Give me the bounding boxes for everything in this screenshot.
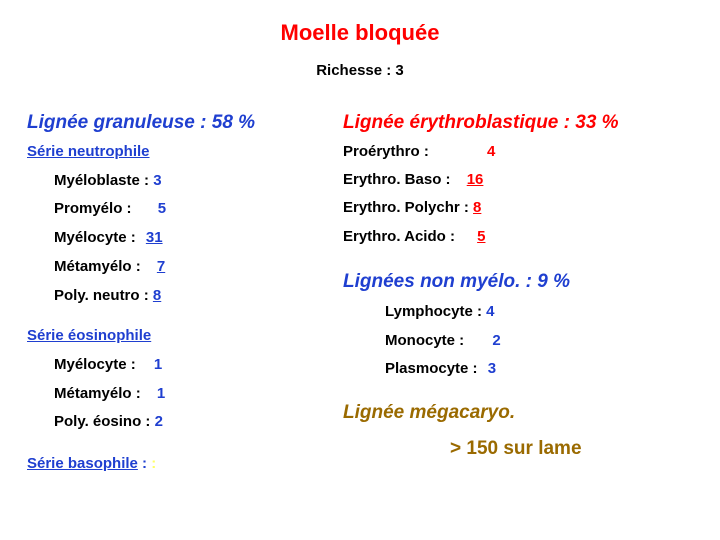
neutro-row-promyelo xyxy=(54,200,166,217)
row-value: 1 xyxy=(153,356,163,373)
eosino-row-metamyelo xyxy=(54,385,165,402)
basophile-series-link[interactable]: Série basophile xyxy=(27,455,138,472)
richesse-label: Richesse : 3 xyxy=(316,62,404,79)
row-value-link[interactable]: 5 xyxy=(477,228,486,245)
neutro-row-polyneutro xyxy=(54,287,161,304)
basophile-series xyxy=(27,455,156,472)
neutro-row-myeloblaste xyxy=(54,172,162,189)
row-value: 3 xyxy=(153,172,162,189)
row-label: Myélocyte : xyxy=(54,229,136,246)
row-value-link[interactable]: 7 xyxy=(156,258,166,275)
basophile-trailing: : xyxy=(151,455,157,472)
row-label: Lymphocyte : xyxy=(385,303,482,320)
row-value: 2 xyxy=(154,413,163,430)
eosinophile-series-link[interactable]: Série éosinophile xyxy=(27,327,152,344)
page-title: Moelle bloquée xyxy=(280,20,440,45)
row-label: Plasmocyte : xyxy=(385,360,478,377)
row-label: Métamyélo : xyxy=(54,258,141,275)
row-value: 1 xyxy=(156,385,166,402)
erythro-row-proerythro xyxy=(343,143,495,160)
row-value-link[interactable]: 31 xyxy=(145,229,163,246)
eosino-row-polyeosino xyxy=(54,413,163,430)
row-value: 5 xyxy=(157,200,167,217)
granuleuse-heading: Lignée granuleuse : 58 % xyxy=(27,112,256,133)
row-label: Poly. neutro : xyxy=(54,287,149,304)
row-label: Myélocyte : xyxy=(54,356,136,373)
nonmyelo-heading: Lignées non myélo. : 9 % xyxy=(343,271,570,292)
row-label: Poly. éosino : xyxy=(54,413,151,430)
erythro-row-acido xyxy=(343,228,485,245)
erythro-heading: Lignée érythroblastique : 33 % xyxy=(343,112,619,133)
neutrophile-series-link[interactable]: Série neutrophile xyxy=(27,143,150,160)
row-label: Erythro. Acido : xyxy=(343,228,455,245)
erythro-row-polychr xyxy=(343,199,481,216)
nonmyelo-row-plasmocyte xyxy=(385,360,496,377)
row-value: 2 xyxy=(492,332,501,349)
row-label: Promyélo : xyxy=(54,200,132,217)
basophile-separator: : xyxy=(142,455,148,472)
nonmyelo-row-lymphocyte xyxy=(385,303,494,320)
neutro-row-metamyelo xyxy=(54,258,165,275)
row-value: 4 xyxy=(486,303,495,320)
row-value-link[interactable]: 16 xyxy=(466,171,484,188)
row-label: Monocyte : xyxy=(385,332,465,349)
row-value: 3 xyxy=(487,360,497,377)
row-value: 4 xyxy=(487,143,496,160)
row-label: Proérythro : xyxy=(343,143,429,160)
megacaryo-heading: Lignée mégacaryo. xyxy=(343,402,516,423)
megacaryo-value: > 150 sur lame xyxy=(450,438,582,459)
row-value-link[interactable]: 8 xyxy=(473,199,482,216)
row-label: Erythro. Polychr : xyxy=(343,199,469,216)
row-label: Erythro. Baso : xyxy=(343,171,451,188)
row-label: Métamyélo : xyxy=(54,385,141,402)
eosino-row-myelocyte xyxy=(54,356,162,373)
row-value-link[interactable]: 8 xyxy=(152,287,162,304)
neutro-row-myelocyte xyxy=(54,229,163,246)
erythro-row-baso xyxy=(343,171,483,188)
nonmyelo-row-monocyte xyxy=(385,332,501,349)
row-label: Myéloblaste : xyxy=(54,172,150,189)
